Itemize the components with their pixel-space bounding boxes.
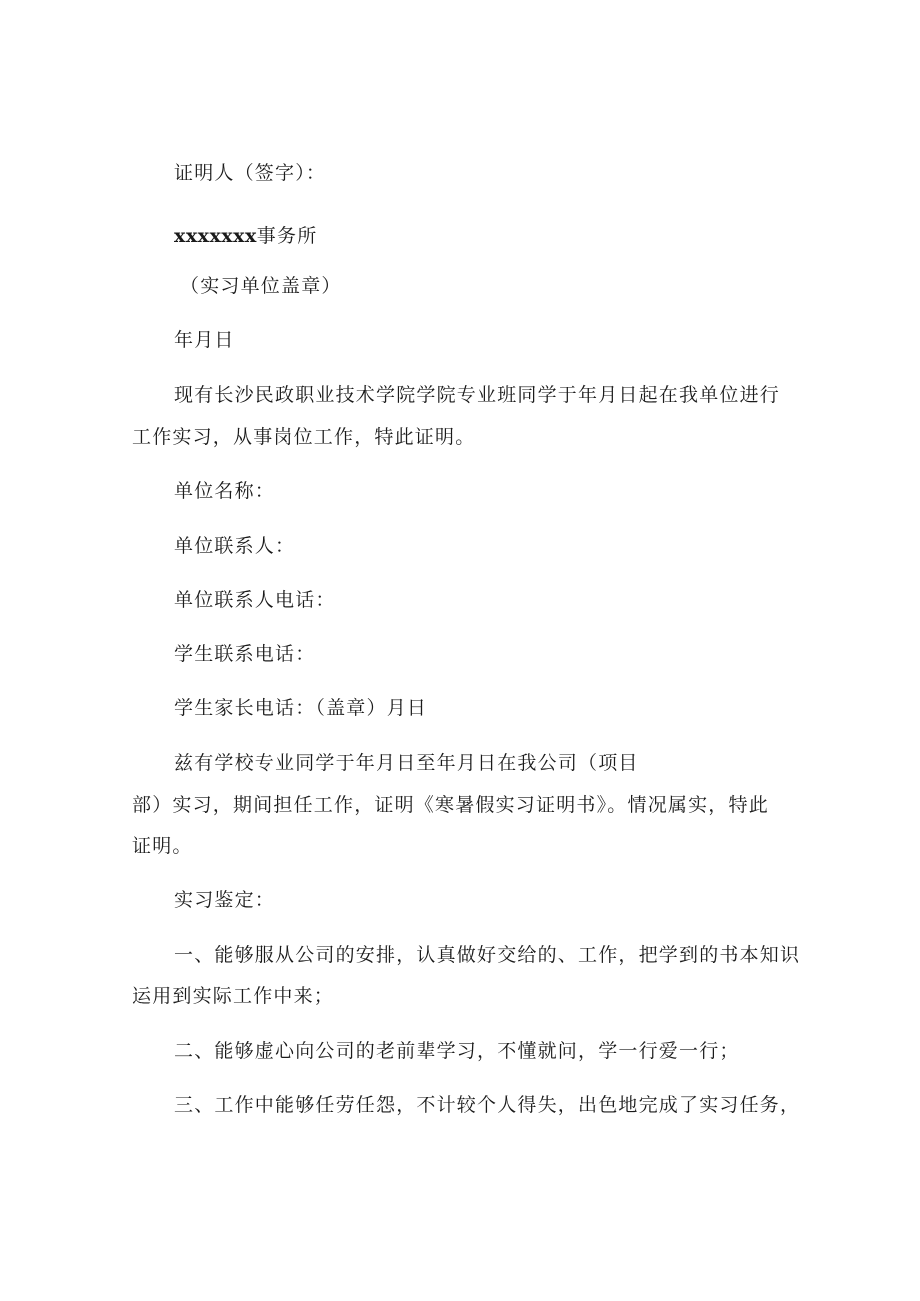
student-phone-field: 学生联系电话：: [174, 643, 316, 665]
firm-name-prefix: xxxxxxx: [174, 225, 257, 247]
paragraph-2-line-2: 部）实习，期间担任工作，证明《寒暑假实习证明书》。情况属实，特此: [132, 794, 769, 816]
appraisal-item-1-line-1: 一、能够服从公司的安排，认真做好交给的、工作，把学到的书本知识: [174, 944, 801, 966]
paragraph-1-line-1: 现有长沙民政职业技术学院学院专业班同学于年月日起在我单位进行: [174, 384, 781, 406]
firm-name-suffix: 事务所: [256, 225, 318, 247]
paragraph-1-line-2: 工作实习，从事岗位工作，特此证明。: [132, 426, 476, 448]
date-line: 年月日: [174, 329, 235, 351]
appraisal-item-3: 三、工作中能够任劳任怨，不计较个人得失，出色地完成了实习任务，: [174, 1094, 801, 1116]
parent-phone-field: 学生家长电话：（盖章）月日: [174, 697, 428, 719]
paragraph-2-line-3: 证明。: [132, 835, 193, 857]
unit-name-field: 单位名称：: [174, 480, 276, 502]
unit-seal-line: （实习单位盖章）: [180, 275, 342, 297]
paragraph-2-line-1: 兹有学校专业同学于年月日至年月日在我公司（项目: [174, 752, 639, 774]
appraisal-heading: 实习鉴定：: [174, 889, 276, 911]
witness-signature-line: 证明人（签字）：: [174, 162, 327, 184]
unit-contact-phone-field: 单位联系人电话：: [174, 589, 336, 611]
appraisal-item-2: 二、能够虚心向公司的老前辈学习，不懂就问，学一行爱一行；: [174, 1040, 740, 1062]
firm-name-line: [174, 224, 317, 248]
unit-contact-field: 单位联系人：: [174, 535, 296, 557]
appraisal-item-1-line-2: 运用到实际工作中来；: [132, 985, 335, 1007]
